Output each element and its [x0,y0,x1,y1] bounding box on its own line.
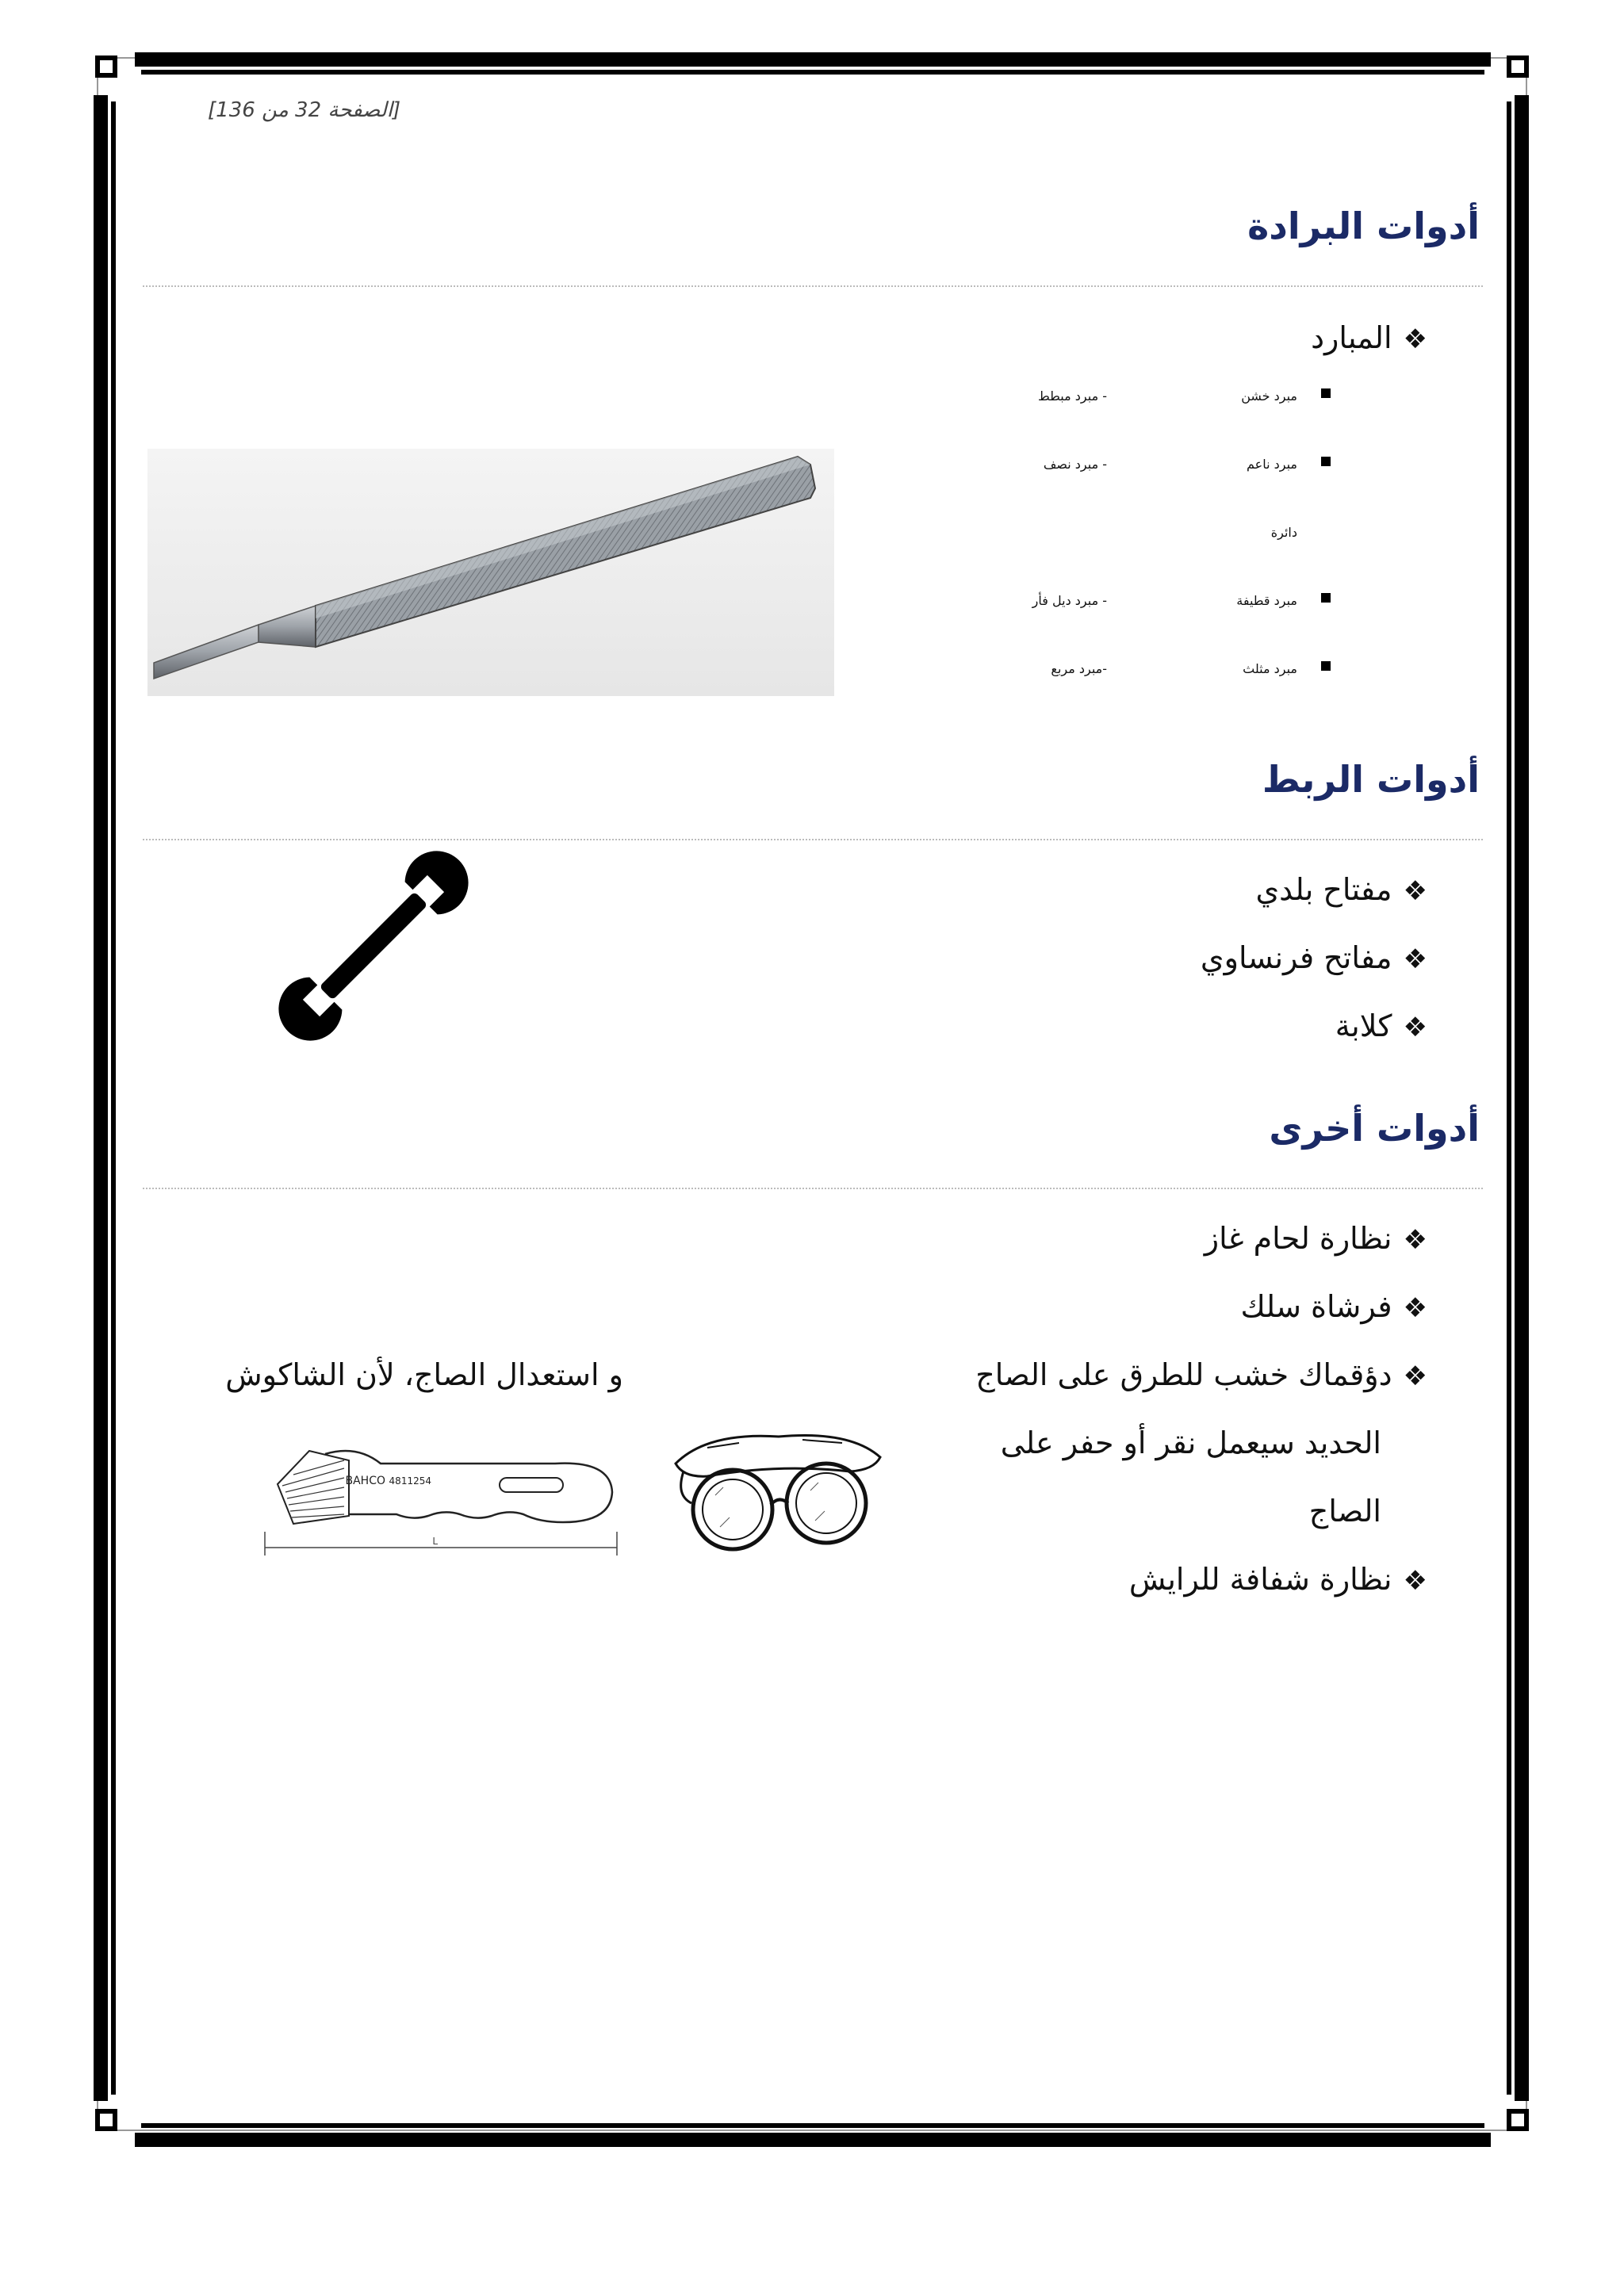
diamond-bullet-icon: ❖ [1403,1360,1427,1392]
frame-corner [1507,55,1529,78]
list-item: مبرد ناعم - مبرد نصف [869,457,1331,472]
list-item: مبرد خشن - مبرد مبطط [869,388,1331,404]
list-item: ❖نظارة لحام غاز [1204,1221,1427,1256]
list-item: مبرد مثلث -مبرد مربع [869,661,1331,676]
welding-goggles-image [660,1416,894,1559]
section-divider [143,285,1483,287]
section-divider [143,1188,1483,1189]
diamond-bullet-icon: ❖ [1403,943,1427,975]
frame-top-inner-bar [141,70,1484,75]
wrench-image [274,847,473,1045]
diamond-bullet-icon: ❖ [1403,1565,1427,1597]
square-bullet-icon [1321,388,1331,398]
list-item: ❖نظارة شفافة للرايش [1128,1562,1427,1597]
diamond-bullet-icon: ❖ [1403,1012,1427,1043]
frame-corner [95,55,117,78]
square-bullet-icon [1321,457,1331,466]
frame-bottom-bar [135,2133,1491,2147]
list-item-continuation: دائرة [1270,525,1297,540]
page-frame-outline [97,57,1527,2131]
list-item: ❖دؤقماك خشب للطرق على الصاج [975,1357,1427,1392]
list-item-continuation: الصاج [1308,1494,1381,1529]
brush-dimension-label: L [432,1536,438,1547]
frame-bottom-inner-bar [141,2123,1484,2128]
side-text: و استعدال الصاج، لأن الشاكوش [225,1357,623,1392]
diamond-bullet-icon: ❖ [1403,1224,1427,1256]
diamond-bullet-icon: ❖ [1403,1292,1427,1324]
list-item: ❖مفاتح فرنساوي [1200,940,1427,975]
diamond-bullet-icon: ❖ [1403,323,1427,355]
wire-brush-image [262,1437,620,1562]
list-item: مبرد قطيفة - مبرد ديل فأر [869,593,1331,608]
frame-left-bar [94,95,108,2101]
frame-top-bar [135,52,1491,67]
diamond-bullet-icon: ❖ [1403,875,1427,907]
brush-brand-label: BAHCO [345,1475,385,1487]
list-item: ❖كلابة [1335,1008,1427,1043]
section-title-filing: أدوات البرادة [1247,205,1480,247]
frame-corner [1507,2109,1529,2131]
list-item: ❖فرشاة سلك [1240,1289,1427,1324]
list-item-files: ❖المبارد [1311,320,1427,355]
frame-left-inner-bar [111,101,116,2095]
section-divider [143,839,1483,840]
file-tool-image [147,449,834,696]
section-title-other: أدوات أخرى [1269,1107,1480,1150]
frame-corner [95,2109,117,2131]
list-item-continuation: الحديد سيعمل نقر أو حفر على [1000,1425,1381,1460]
frame-right-bar [1515,95,1529,2101]
square-bullet-icon [1321,661,1331,671]
list-item: ❖مفتاح بلدي [1255,872,1427,907]
brush-part-label: 4811254 [389,1475,431,1487]
page-number-header: [الصفحة 32 من 136] [208,98,401,122]
square-bullet-icon [1321,593,1331,603]
frame-right-inner-bar [1507,101,1511,2095]
section-title-fastening: أدوات الربط [1262,758,1480,801]
